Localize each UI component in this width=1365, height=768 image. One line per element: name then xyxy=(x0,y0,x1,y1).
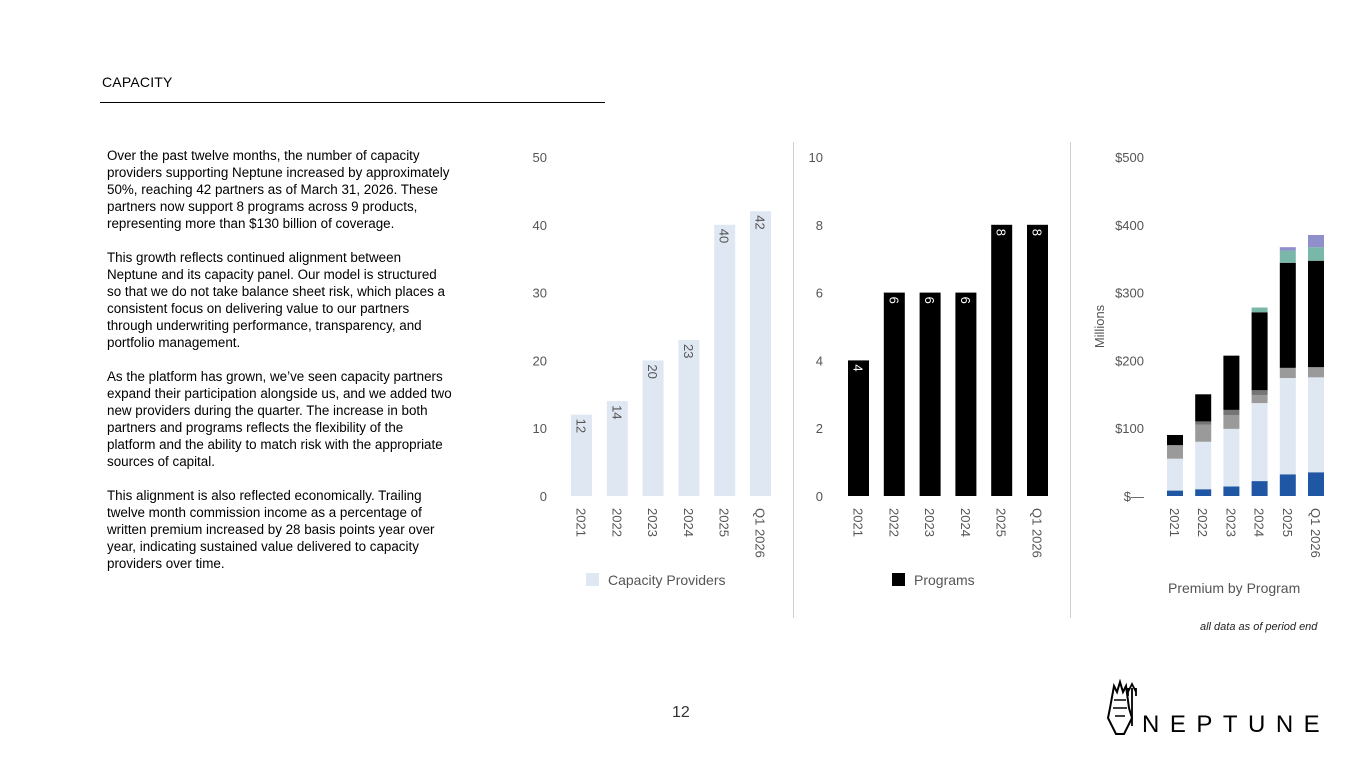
chart2-data-label: 6 xyxy=(922,296,938,304)
chart3-bar-segment xyxy=(1308,261,1324,367)
chart1-data-label: 23 xyxy=(680,344,696,359)
chart3-bar-segment xyxy=(1280,247,1296,250)
chart2-bar xyxy=(920,293,941,496)
chart3-category-label: Q1 2026 xyxy=(1308,508,1323,558)
chart1-bar xyxy=(678,340,699,496)
chart3-bar-segment xyxy=(1308,377,1324,472)
chart1-data-label: 12 xyxy=(573,418,589,434)
chart3-bar-segment xyxy=(1223,415,1239,429)
chart3-ytick-label: $— xyxy=(1123,489,1144,504)
chart3-ytick-label: $200 xyxy=(1115,353,1144,369)
chart3-bar-segment xyxy=(1195,442,1211,489)
chart2-ytick-label: 4 xyxy=(815,353,823,369)
chart1-ytick-label: 40 xyxy=(532,217,547,233)
chart2-data-label: 6 xyxy=(957,296,973,304)
chart3-bar-segment xyxy=(1252,390,1268,395)
paragraph-1: Over the past twelve months, the number of capacity providers supporting Neptune increased by approximately 50%, reaching 42 partners as of March 31, 2026. These partners now support 8 programs across 9 products, representing more than $130 billion of coverage. xyxy=(107,148,450,231)
page-number: 12 xyxy=(672,704,690,721)
paragraph-4: This alignment is also reflected economically. Trailing twelve month commission income as a percentage of written premium increased by 28 basis points year over year, indicating sustained value delivered to capacity providers over time. xyxy=(107,488,435,571)
chart1-ytick-label: 10 xyxy=(532,421,547,437)
chart3-bar-segment xyxy=(1308,472,1324,496)
chart2-ytick-label: 2 xyxy=(815,421,823,437)
chart1-bar xyxy=(750,211,771,496)
chart3-bar-segment xyxy=(1308,247,1324,261)
chart3-bar-segment xyxy=(1308,235,1324,247)
chart3-legend-title: Premium by Program xyxy=(1168,580,1301,596)
chart2-category-label: Q1 2026 xyxy=(1029,508,1045,558)
chart2-bar xyxy=(991,225,1012,496)
chart1-data-label: 42 xyxy=(752,215,768,230)
chart2-legend-label: Programs xyxy=(914,572,975,588)
chart1-data-label: 20 xyxy=(645,364,661,379)
chart2-bar xyxy=(884,293,905,496)
chart2-category-label: 2021 xyxy=(850,508,866,537)
chart3-ytick-label: $500 xyxy=(1115,150,1144,165)
chart3-category-label: 2022 xyxy=(1195,508,1211,537)
chart2-category-label: 2025 xyxy=(993,508,1009,537)
chart1-category-label: Q1 2026 xyxy=(752,508,768,558)
chart2-ytick-label: 6 xyxy=(815,285,823,301)
chart3-bar-segment xyxy=(1195,425,1211,442)
chart3-bar-segment xyxy=(1280,378,1296,474)
chart3-bar-segment xyxy=(1252,395,1268,403)
chart1-category-label: 2024 xyxy=(680,508,696,537)
footnote: all data as of period end xyxy=(1200,621,1318,633)
chart2-bar xyxy=(1027,225,1048,496)
chart3-category-label: 2021 xyxy=(1167,508,1182,537)
chart3-category-label: 2023 xyxy=(1223,508,1239,537)
chart2-ytick-label: 10 xyxy=(808,150,823,165)
chart2-category-label: 2024 xyxy=(957,508,973,537)
chart1-legend-swatch xyxy=(586,573,599,586)
chart3-bar-segment xyxy=(1195,421,1211,424)
chart-divider-1 xyxy=(793,142,794,618)
chart1-category-label: 2021 xyxy=(573,508,589,537)
chart2-legend-swatch xyxy=(892,573,905,586)
chart3-bar-segment xyxy=(1252,403,1268,481)
chart3-bar-segment xyxy=(1280,474,1296,496)
chart3-category-label: 2025 xyxy=(1279,508,1295,537)
chart3-bar-segment xyxy=(1167,445,1183,459)
chart1-category-label: 2022 xyxy=(609,508,625,537)
chart3-ytick-label: $300 xyxy=(1115,285,1144,301)
chart1-bar xyxy=(714,225,735,496)
chart1-legend-label: Capacity Providers xyxy=(608,572,726,588)
chart1-data-label: 40 xyxy=(716,228,732,244)
chart2-data-label: 6 xyxy=(886,296,902,304)
chart3-bar-segment xyxy=(1167,435,1183,445)
chart3-bar-segment xyxy=(1252,308,1268,313)
chart2-data-label: 8 xyxy=(993,228,1009,237)
chart3-bar-segment xyxy=(1167,491,1183,496)
chart2-data-label: 4 xyxy=(850,364,866,372)
section-title: CAPACITY xyxy=(102,74,173,90)
chart2-ytick-label: 0 xyxy=(815,489,823,504)
chart1-data-label: 14 xyxy=(609,405,625,420)
chart3-bar-segment xyxy=(1280,368,1296,378)
chart3-y-axis-title: Millions xyxy=(1092,304,1107,349)
chart2-category-label: 2023 xyxy=(922,508,938,537)
chart3-bar-segment xyxy=(1223,487,1239,496)
chart2-category-label: 2022 xyxy=(886,508,902,537)
chart3-category-label: 2024 xyxy=(1251,508,1267,537)
paragraph-3: As the platform has grown, we’ve seen capacity partners expand their participation alongside us, and we added two new providers during the quarter. The increase in both partners and programs reflects the flexibility of the platform and the ability to match risk with the appropriate sources of capital. xyxy=(107,369,452,469)
chart2-bar xyxy=(848,360,869,496)
chart3-bar-segment xyxy=(1252,481,1268,496)
chart1-ytick-label: 50 xyxy=(532,150,547,165)
chart3-ytick-label: $100 xyxy=(1115,421,1144,437)
chart3-bar-segment xyxy=(1195,489,1211,496)
chart1-ytick-label: 20 xyxy=(532,353,547,369)
chart3-bar-segment xyxy=(1252,312,1268,390)
chart2-bar xyxy=(955,293,976,496)
chart1-bar xyxy=(643,360,664,496)
chart3-bar-segment xyxy=(1167,459,1183,491)
chart3-bar-segment xyxy=(1280,263,1296,368)
paragraph-2: This growth reflects continued alignment between Neptune and its capacity panel. Our model is structured so that we do not take balance sheet risk, which places a consistent focus on delivering value to our partners through underwriting performance, transparency, and portfolio management. xyxy=(107,250,445,350)
chart3-bar-segment xyxy=(1223,429,1239,487)
chart3-bar-segment xyxy=(1223,356,1239,410)
chart1-ytick-label: 0 xyxy=(539,489,547,504)
chart-divider-2 xyxy=(1070,142,1071,618)
chart2-data-label: 8 xyxy=(1029,228,1045,237)
chart1-ytick-label: 30 xyxy=(532,285,547,301)
chart1-category-label: 2025 xyxy=(716,508,732,537)
chart3-bar-segment xyxy=(1223,410,1239,415)
chart2-ytick-label: 8 xyxy=(815,217,823,233)
chart1-category-label: 2023 xyxy=(645,508,661,537)
chart3-bar-segment xyxy=(1308,367,1324,377)
chart3-bar-segment xyxy=(1195,394,1211,421)
chart3-ytick-label: $400 xyxy=(1115,217,1144,233)
logo-wordmark: NEPTUNE xyxy=(1142,711,1331,738)
chart3-bar-segment xyxy=(1280,251,1296,263)
